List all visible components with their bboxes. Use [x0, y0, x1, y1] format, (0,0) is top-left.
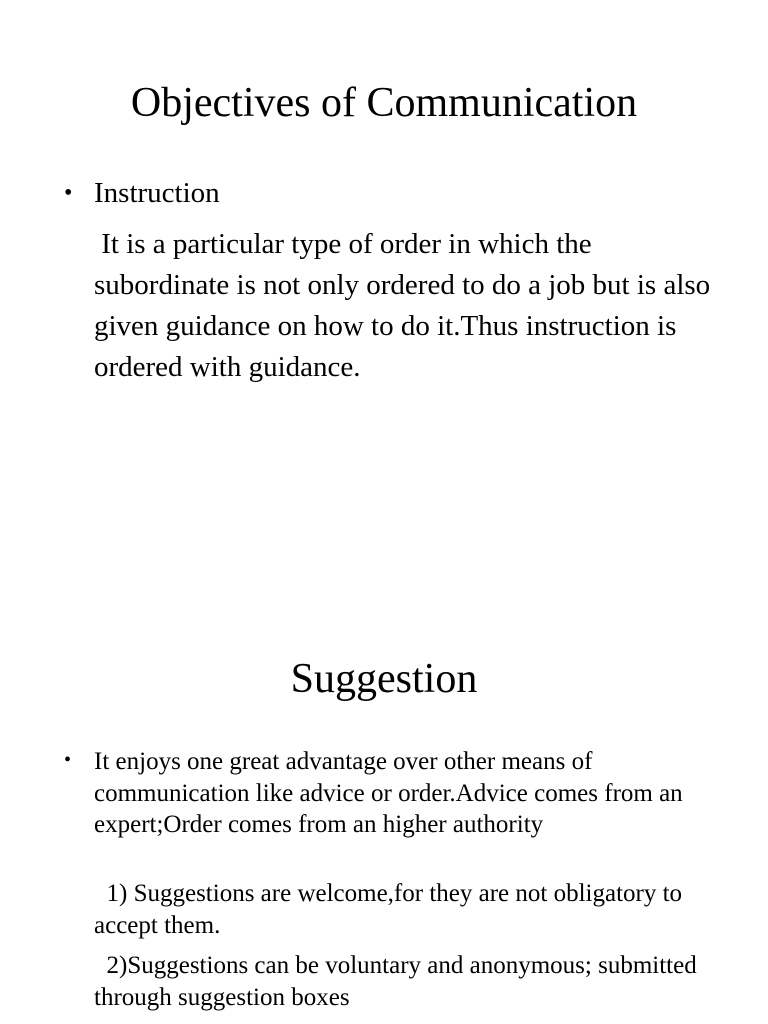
- suggestion-bullet-text: It enjoys one great advantage over other means of communication like advice or order.Advice comes from an expert;Order comes from an higher authority: [94, 748, 683, 838]
- instruction-paragraph: It is a particular type of order in which the subordinate is not only ordered to do a job but is also given guidance on how to do it.Thus instruction is ordered with guidance.: [94, 228, 718, 383]
- suggestion-point-2: 2)Suggestions can be voluntary and anonymous; submitted through suggestion boxes: [94, 952, 703, 1011]
- suggestion-point-1: 1) Suggestions are welcome,for they are not obligatory to accept them.: [94, 880, 689, 939]
- slide-title: Suggestion: [290, 656, 478, 702]
- bullet-marker: •: [64, 180, 73, 206]
- slide-title: Objectives of Communication: [130, 80, 638, 126]
- slide-suggestion: [0, 512, 768, 1024]
- bullet-marker: •: [64, 749, 72, 771]
- bullet-heading-instruction: Instruction: [94, 177, 220, 209]
